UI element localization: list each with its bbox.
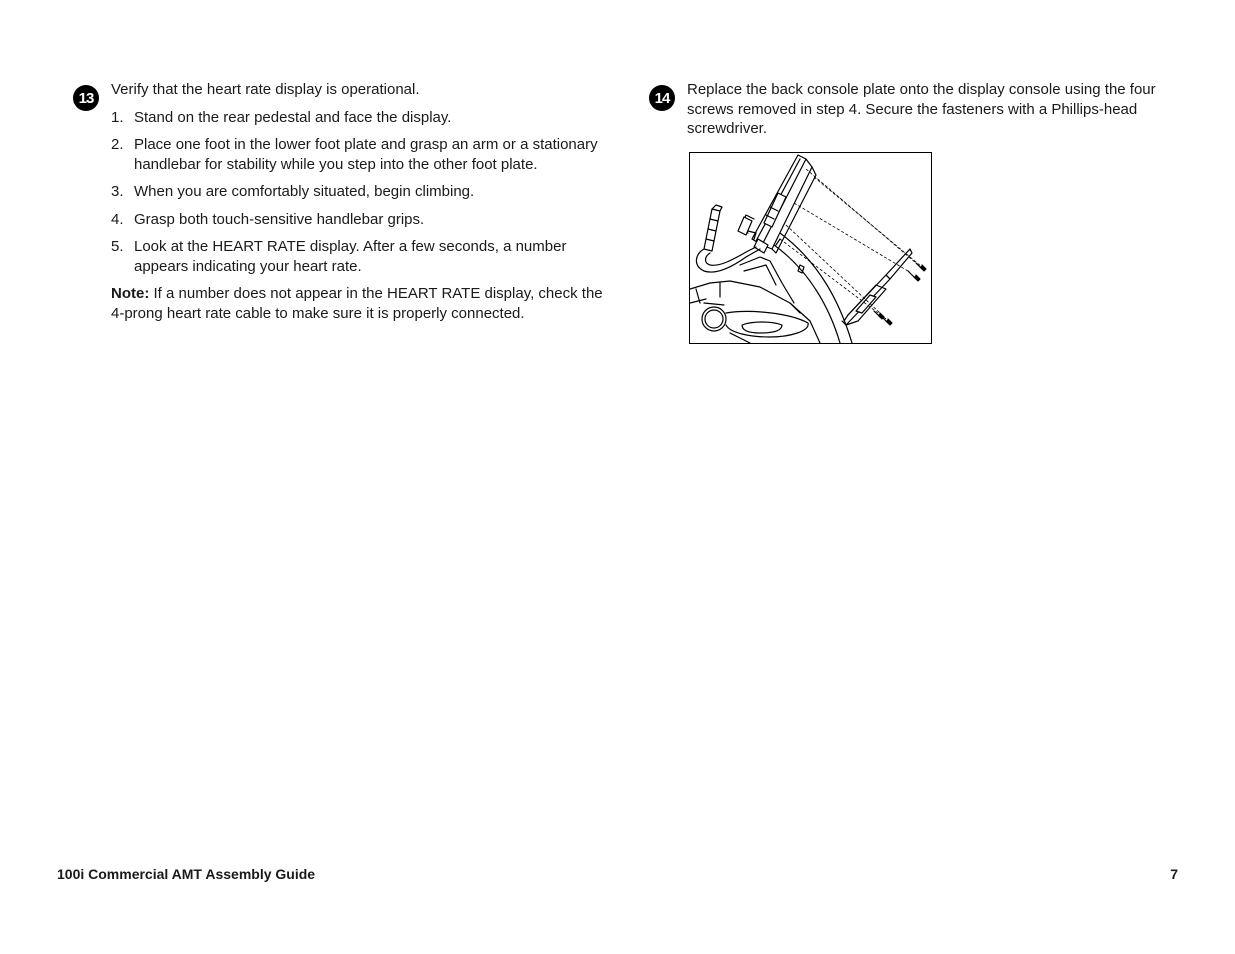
footer-page-number: 7 bbox=[1170, 866, 1178, 882]
step-14-content bbox=[687, 80, 1187, 147]
step-13-badge: 13 bbox=[73, 85, 99, 111]
list-item-number: 1. bbox=[111, 108, 124, 126]
console-assembly-drawing bbox=[690, 153, 931, 343]
list-item-text: Look at the HEART RATE display. After a few seconds, a number appears indicating your heart rate. bbox=[134, 238, 567, 275]
list-item bbox=[111, 182, 606, 202]
list-item-number: 3. bbox=[111, 183, 124, 200]
step-13-list bbox=[111, 108, 606, 277]
list-item-number: 5. bbox=[111, 238, 124, 255]
list-item-text: When you are comfortably situated, begin climbing. bbox=[134, 183, 475, 200]
note-text: If a number does not appear in the HEART RATE display, check the 4-prong heart rate cable to make sure it is properly connected. bbox=[111, 285, 603, 322]
list-item-number: 2. bbox=[111, 136, 124, 153]
list-item-number: 4. bbox=[111, 210, 124, 228]
step-13-note bbox=[111, 284, 606, 323]
console-plate-illustration bbox=[689, 152, 932, 344]
list-item bbox=[111, 108, 606, 128]
step-13-content bbox=[111, 80, 606, 323]
list-item bbox=[111, 237, 606, 276]
footer-document-title: 100i Commercial AMT Assembly Guide bbox=[57, 866, 316, 882]
step-14-text: Replace the back console plate onto the display console using the four screws removed in step 4. Secure the fasteners with a Phillips-head screwdriver. bbox=[687, 81, 1156, 137]
list-item bbox=[111, 135, 606, 174]
note-label: Note: bbox=[111, 285, 150, 302]
step-13-intro: Verify that the heart rate display is operational. bbox=[111, 81, 420, 98]
list-item-text: Place one foot in the lower foot plate and grasp an arm or a stationary handlebar for stability while you step into the other foot plate. bbox=[134, 136, 598, 173]
list-item-text: Grasp both touch-sensitive handlebar grips. bbox=[134, 210, 425, 228]
list-item bbox=[111, 210, 606, 230]
step-14-badge: 14 bbox=[649, 85, 675, 111]
list-item-text: Stand on the rear pedestal and face the display. bbox=[134, 108, 452, 126]
